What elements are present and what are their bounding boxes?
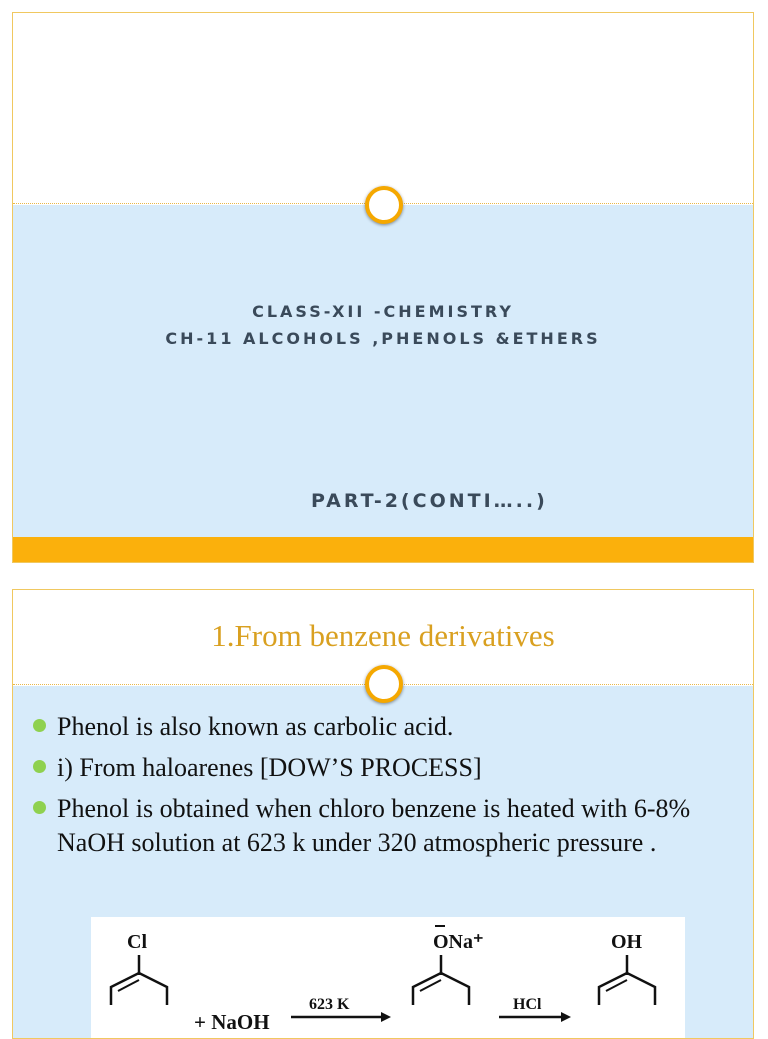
reaction-scheme	[91, 917, 685, 1039]
arrowhead-icon	[381, 1012, 391, 1022]
list-item	[33, 751, 733, 785]
condition-label: 623 K	[309, 996, 350, 1013]
bullet-icon	[33, 760, 46, 773]
benzene-ring-left	[111, 973, 167, 1005]
benzene-ring-middle	[413, 973, 469, 1005]
slide-title: 1.From benzene derivatives	[211, 618, 555, 653]
arrowhead-icon	[561, 1012, 571, 1022]
bullet-list	[33, 710, 733, 867]
slide-header-area	[13, 13, 753, 205]
list-item	[33, 710, 733, 744]
list-item	[33, 792, 733, 860]
bullet-icon	[33, 719, 46, 732]
accent-bar	[13, 537, 753, 563]
part-label: PART-2(CONTI…..)	[311, 490, 548, 512]
intermediate-group-label: ONa⁺	[433, 931, 484, 953]
reagent2-label: HCl	[513, 996, 542, 1013]
slide-content-panel	[13, 205, 753, 537]
circle-ornament-icon	[365, 186, 403, 224]
bullet-text: i) From haloarenes [DOW’S PROCESS]	[57, 753, 482, 782]
bullet-text: Phenol is also known as carbolic acid.	[57, 712, 454, 741]
circle-ornament-icon	[365, 665, 403, 703]
product-group-label: OH	[611, 931, 643, 953]
chapter-title: CH-11 ALCOHOLS ,PHENOLS &ETHERS	[165, 329, 601, 348]
reaction-diagram	[91, 917, 685, 1039]
course-title: CLASS-XII -CHEMISTRY	[252, 302, 514, 321]
bullet-text: Phenol is obtained when chloro benzene is heated with 6-8% NaOH solution at 623 k under 320 atmospheric pressure .	[57, 794, 691, 857]
benzene-ring-right	[599, 973, 655, 1005]
content-slide	[12, 589, 754, 1039]
reagent-label: + NaOH	[194, 1010, 270, 1034]
bullet-icon	[33, 801, 46, 814]
reactant-group-label: Cl	[127, 931, 147, 953]
title-slide	[12, 12, 754, 563]
